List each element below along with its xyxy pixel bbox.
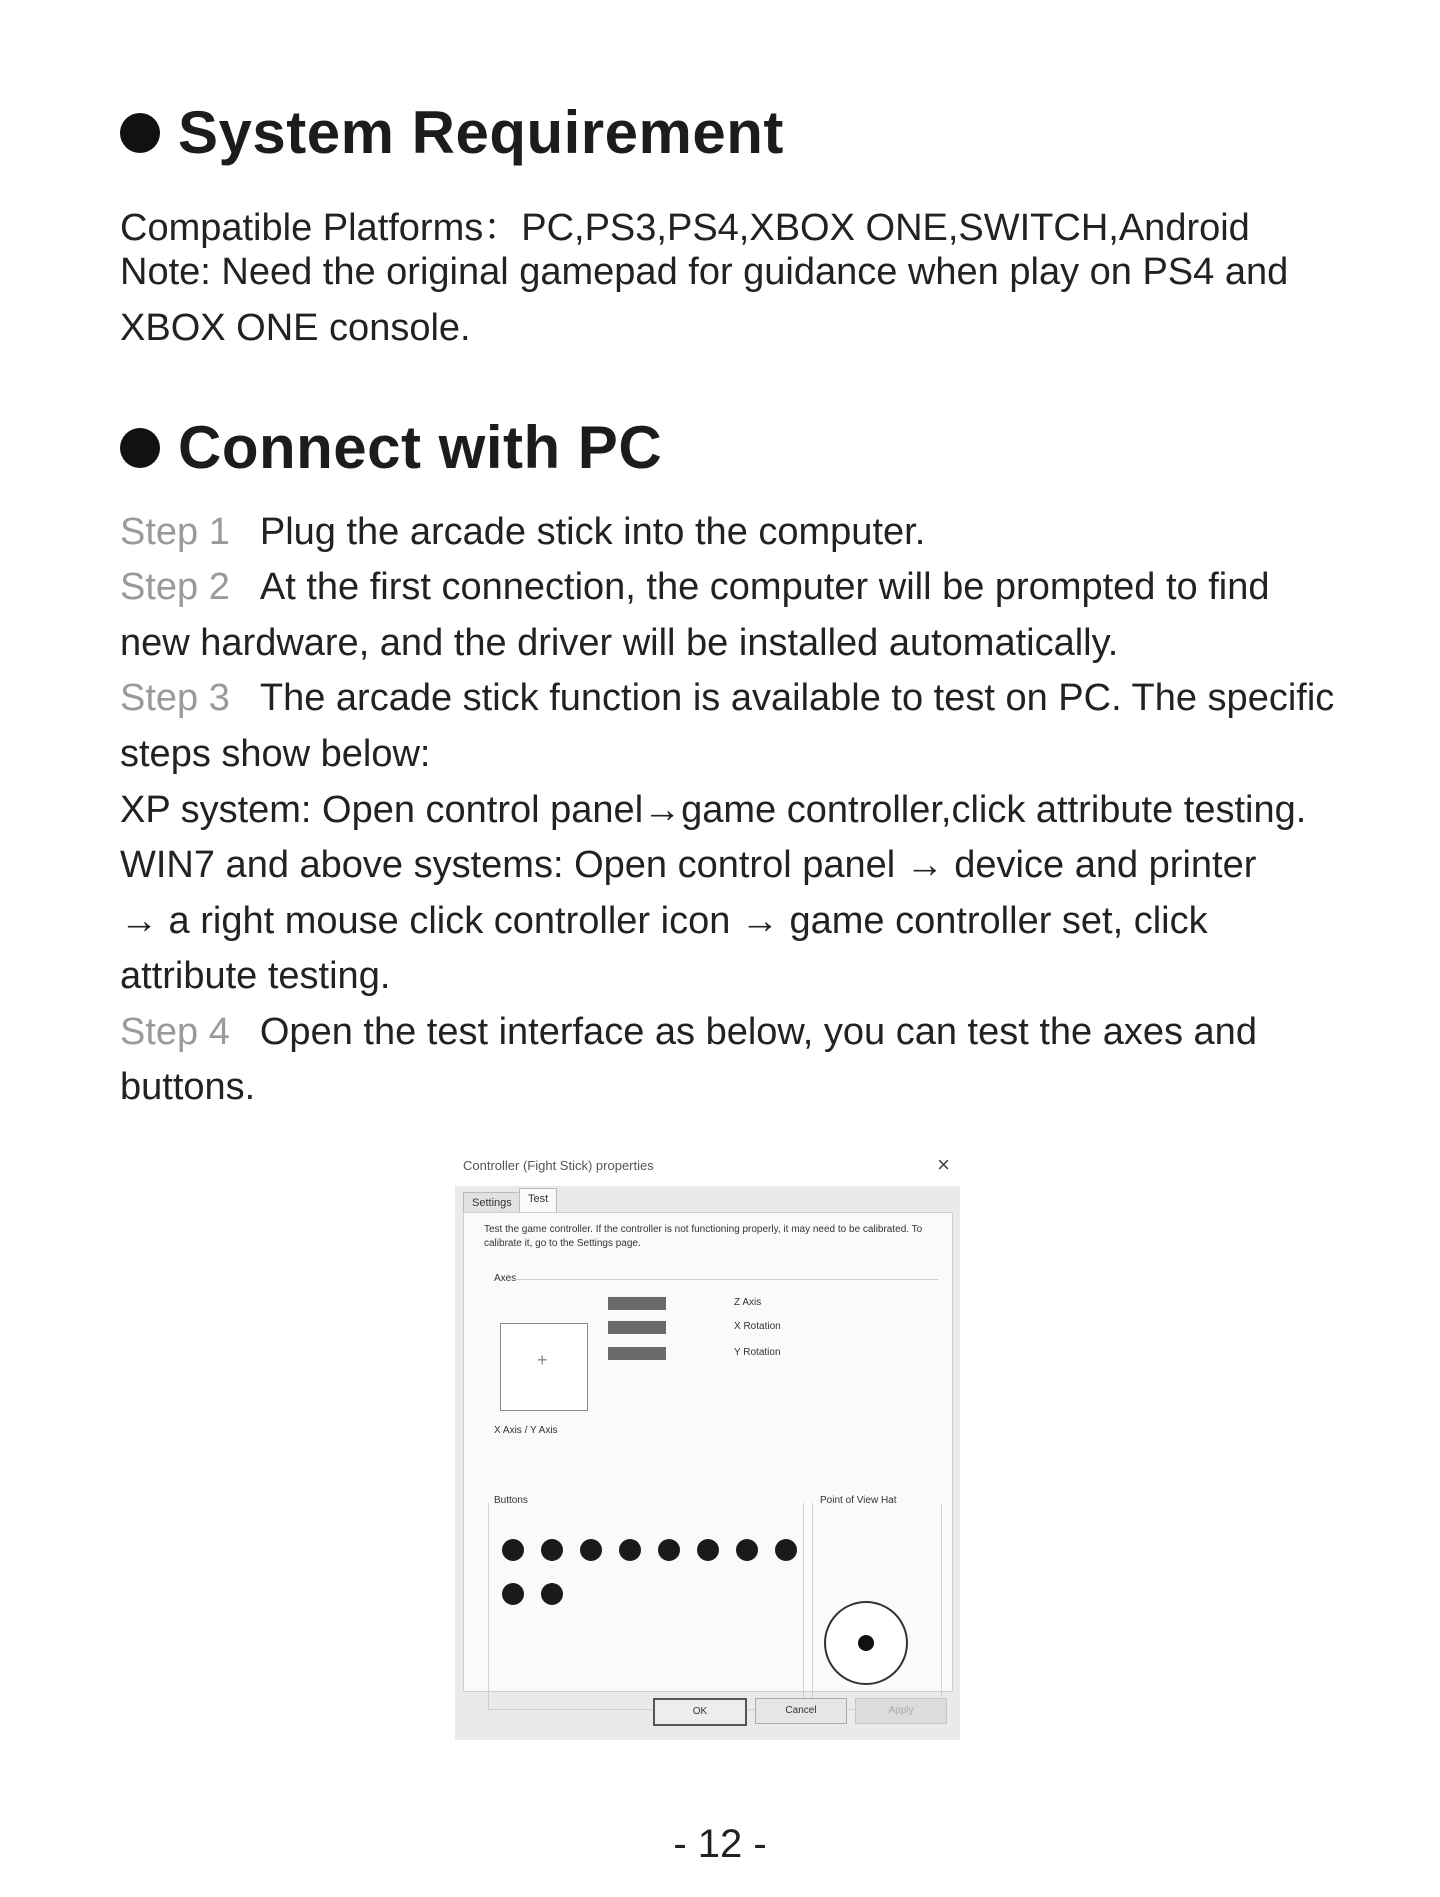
ok-button[interactable]: OK: [653, 1698, 747, 1726]
step-1: [120, 511, 925, 554]
compatible-platforms: Compatible Platforms：PC,PS3,PS4,XBOX ONE,SWITCH,Android: [120, 207, 1250, 249]
step-2: [120, 566, 1270, 609]
win7-instructions-2: → a right mouse click controller icon → game controller set, click: [120, 900, 1208, 942]
controller-button-1: [502, 1539, 524, 1561]
buttons-group: [488, 1503, 804, 1710]
step-3-continued: steps show below:: [120, 733, 431, 775]
y-rotation-label: Y Rotation: [734, 1347, 781, 1358]
xp-instructions: XP system: Open control panel→game controller,click attribute testing.: [120, 789, 1307, 831]
bullet-icon: [120, 428, 160, 468]
apply-button[interactable]: Apply: [855, 1698, 947, 1724]
tab-settings[interactable]: Settings: [463, 1192, 521, 1214]
z-axis-bar: [608, 1297, 666, 1310]
controller-properties-dialog: [455, 1150, 960, 1740]
z-axis-label: Z Axis: [734, 1297, 762, 1308]
step-text: At the first connection, the computer will be prompted to find: [259, 566, 1270, 608]
step-2-continued: new hardware, and the driver will be installed automatically.: [120, 622, 1119, 664]
step-label: Step 1: [120, 511, 230, 553]
x-rotation-bar: [608, 1321, 666, 1334]
dialog-body: [455, 1186, 960, 1740]
step-text: The arcade stick function is available to test on PC. The specific: [259, 677, 1335, 719]
tab-test[interactable]: Test: [519, 1188, 557, 1219]
x-rotation-label: X Rotation: [734, 1321, 781, 1332]
crosshair-icon: +: [537, 1350, 548, 1370]
controller-button-5: [658, 1539, 680, 1561]
xy-axis-label: X Axis / Y Axis: [494, 1425, 558, 1436]
step-4-continued: buttons.: [120, 1066, 256, 1108]
controller-button-8: [775, 1539, 797, 1561]
buttons-label: Buttons: [494, 1495, 528, 1506]
dialog-title: Controller (Fight Stick) properties: [463, 1158, 654, 1173]
test-panel: [463, 1212, 953, 1692]
connect-with-pc-heading: [120, 413, 662, 482]
win7-instructions-3: attribute testing.: [120, 955, 391, 997]
system-requirement-heading: [120, 98, 784, 167]
xy-axis-box: [500, 1323, 588, 1411]
pov-hat-icon: [824, 1601, 908, 1685]
cancel-button[interactable]: Cancel: [755, 1698, 847, 1724]
controller-button-2: [541, 1539, 563, 1561]
step-label: Step 3: [120, 677, 230, 719]
step-text: Open the test interface as below, you can test the axes and: [259, 1011, 1257, 1053]
controller-button-3: [580, 1539, 602, 1561]
page-number: - 12 -: [673, 1822, 767, 1866]
step-text: Plug the arcade stick into the computer.: [259, 511, 926, 553]
pov-center-dot: [858, 1635, 874, 1651]
section-title: System Requirement: [178, 99, 784, 166]
controller-button-6: [697, 1539, 719, 1561]
axes-label: Axes: [494, 1273, 517, 1284]
step-3: [120, 677, 1334, 720]
y-rotation-bar: [608, 1347, 666, 1360]
win7-instructions-1: WIN7 and above systems: Open control panel → device and printer: [120, 844, 1257, 886]
controller-button-7: [736, 1539, 758, 1561]
step-4: [120, 1011, 1257, 1054]
controller-button-9: [502, 1583, 524, 1605]
step-label: Step 2: [120, 566, 230, 608]
axes-divider: [514, 1279, 938, 1280]
controller-button-4: [619, 1539, 641, 1561]
pov-label: Point of View Hat: [820, 1495, 897, 1506]
close-icon[interactable]: ×: [937, 1152, 950, 1177]
section-title: Connect with PC: [178, 414, 663, 481]
controller-button-10: [541, 1583, 563, 1605]
bullet-icon: [120, 113, 160, 153]
test-description: Test the game controller. If the controller is not functioning properly, it may need to be calibrated. To calibrate it, go to the Settings page.: [484, 1224, 923, 1249]
note-line-2: XBOX ONE console.: [120, 307, 471, 349]
step-label: Step 4: [120, 1011, 230, 1053]
note-line-1: Note: Need the original gamepad for guidance when play on PS4 and: [120, 251, 1289, 293]
